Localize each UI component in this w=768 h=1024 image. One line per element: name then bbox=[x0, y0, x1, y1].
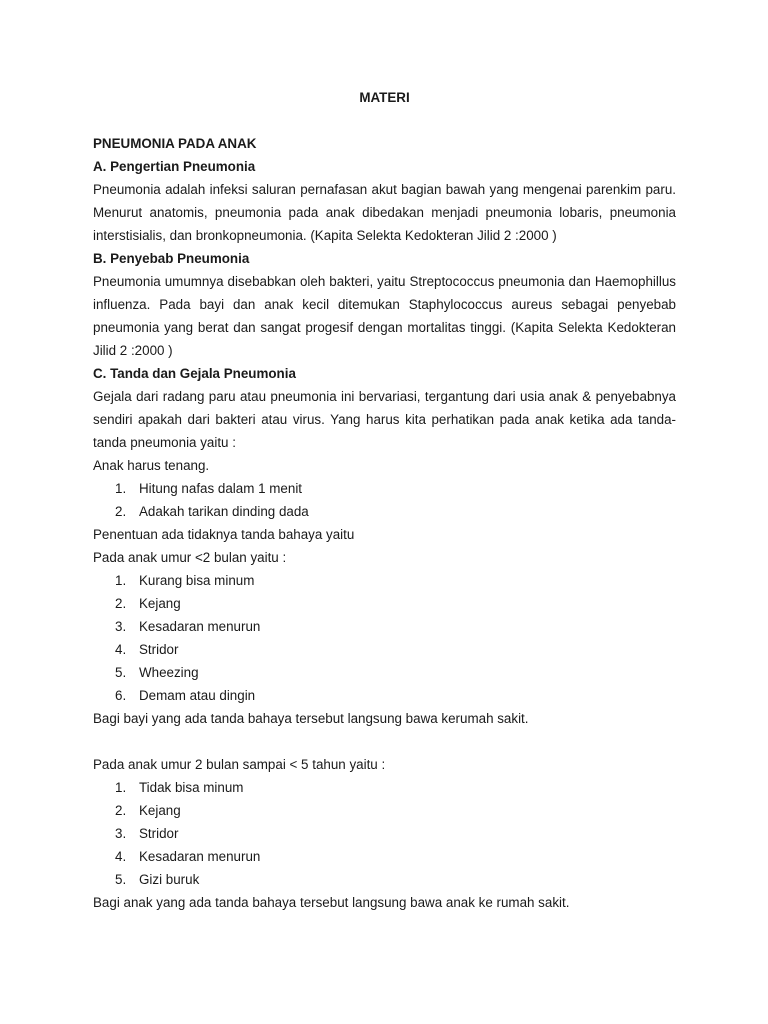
list-item bbox=[93, 799, 676, 822]
section-a-paragraph: Pneumonia adalah infeksi saluran pernafasan akut bagian bawah yang mengenai parenkim paru. Menurut anatomis, pneumonia pada anak dibedakan menjadi pneumonia lobaris, pneumonia interstisialis, dan bronkopneumonia. (Kapita Selekta Kedokteran Jilid 2 :2000 ) bbox=[93, 182, 676, 243]
spacer bbox=[93, 730, 676, 753]
list-item bbox=[93, 661, 676, 684]
main-heading: PNEUMONIA PADA ANAK bbox=[93, 136, 257, 151]
list-number: 5. bbox=[115, 872, 127, 887]
list-number: 4. bbox=[115, 642, 127, 657]
under-2-months-intro: Pada anak umur <2 bulan yaitu : bbox=[93, 550, 287, 565]
list-text: Kesadaran menurun bbox=[139, 849, 261, 864]
section-b-paragraph: Pneumonia umumnya disebabkan oleh bakteri, yaitu Streptococcus pneumonia dan Haemophillus influenza. Pada bayi dan anak kecil ditemukan Staphylococcus aureus sebagai penyebab pneumonia yang berat dan sangat progesif dengan mortalitas tinggi. (Kapita Selekta Kedokteran Jilid 2 :2000 ) bbox=[93, 274, 676, 358]
steps-list bbox=[93, 477, 676, 523]
section-a-heading: A. Pengertian Pneumonia bbox=[93, 159, 256, 174]
list-number: 2. bbox=[115, 504, 127, 519]
list-number: 6. bbox=[115, 688, 127, 703]
list-text: Hitung nafas dalam 1 menit bbox=[139, 481, 303, 496]
list-number: 1. bbox=[115, 780, 127, 795]
list-item bbox=[93, 776, 676, 799]
list-text: Wheezing bbox=[139, 665, 199, 680]
list-item bbox=[93, 569, 676, 592]
list-number: 2. bbox=[115, 803, 127, 818]
spacer bbox=[93, 109, 676, 132]
section-c-paragraph: Gejala dari radang paru atau pneumonia ini bervariasi, tergantung dari usia anak & penyebabnya sendiri apakah dari bakteri atau virus. Yang harus kita perhatikan pada anak ketika ada tanda-tanda pneumonia yaitu : bbox=[93, 389, 676, 450]
danger-sign-intro: Penentuan ada tidaknya tanda bahaya yaitu bbox=[93, 527, 355, 542]
document-title: MATERI bbox=[359, 90, 410, 105]
list-number: 1. bbox=[115, 573, 127, 588]
list-number: 3. bbox=[115, 619, 127, 634]
list-number: 1. bbox=[115, 481, 127, 496]
list-text: Gizi buruk bbox=[139, 872, 200, 887]
list-item bbox=[93, 592, 676, 615]
list-item bbox=[93, 500, 676, 523]
list-text: Demam atau dingin bbox=[139, 688, 256, 703]
under-5-years-signs bbox=[93, 776, 676, 891]
list-number: 3. bbox=[115, 826, 127, 841]
list-text: Stridor bbox=[139, 826, 179, 841]
list-item bbox=[93, 822, 676, 845]
list-number: 4. bbox=[115, 849, 127, 864]
document-body bbox=[93, 86, 676, 914]
section-c-heading: C. Tanda dan Gejala Pneumonia bbox=[93, 366, 296, 381]
list-number: 5. bbox=[115, 665, 127, 680]
section-b-heading: B. Penyebab Pneumonia bbox=[93, 251, 250, 266]
list-number: 2. bbox=[115, 596, 127, 611]
list-text: Kesadaran menurun bbox=[139, 619, 261, 634]
list-item bbox=[93, 845, 676, 868]
list-text: Stridor bbox=[139, 642, 179, 657]
list-text: Kejang bbox=[139, 803, 181, 818]
list-text: Tidak bisa minum bbox=[139, 780, 244, 795]
list-item bbox=[93, 684, 676, 707]
under-5-years-action: Bagi anak yang ada tanda bahaya tersebut langsung bawa anak ke rumah sakit. bbox=[93, 895, 570, 910]
calm-instruction: Anak harus tenang. bbox=[93, 458, 210, 473]
under-2-months-signs bbox=[93, 569, 676, 707]
list-item bbox=[93, 638, 676, 661]
list-text: Kejang bbox=[139, 596, 181, 611]
list-item bbox=[93, 615, 676, 638]
under-5-years-intro: Pada anak umur 2 bulan sampai < 5 tahun yaitu : bbox=[93, 757, 386, 772]
list-item bbox=[93, 868, 676, 891]
list-item bbox=[93, 477, 676, 500]
under-2-months-action: Bagi bayi yang ada tanda bahaya tersebut langsung bawa kerumah sakit. bbox=[93, 711, 529, 726]
list-text: Kurang bisa minum bbox=[139, 573, 255, 588]
list-text: Adakah tarikan dinding dada bbox=[139, 504, 309, 519]
